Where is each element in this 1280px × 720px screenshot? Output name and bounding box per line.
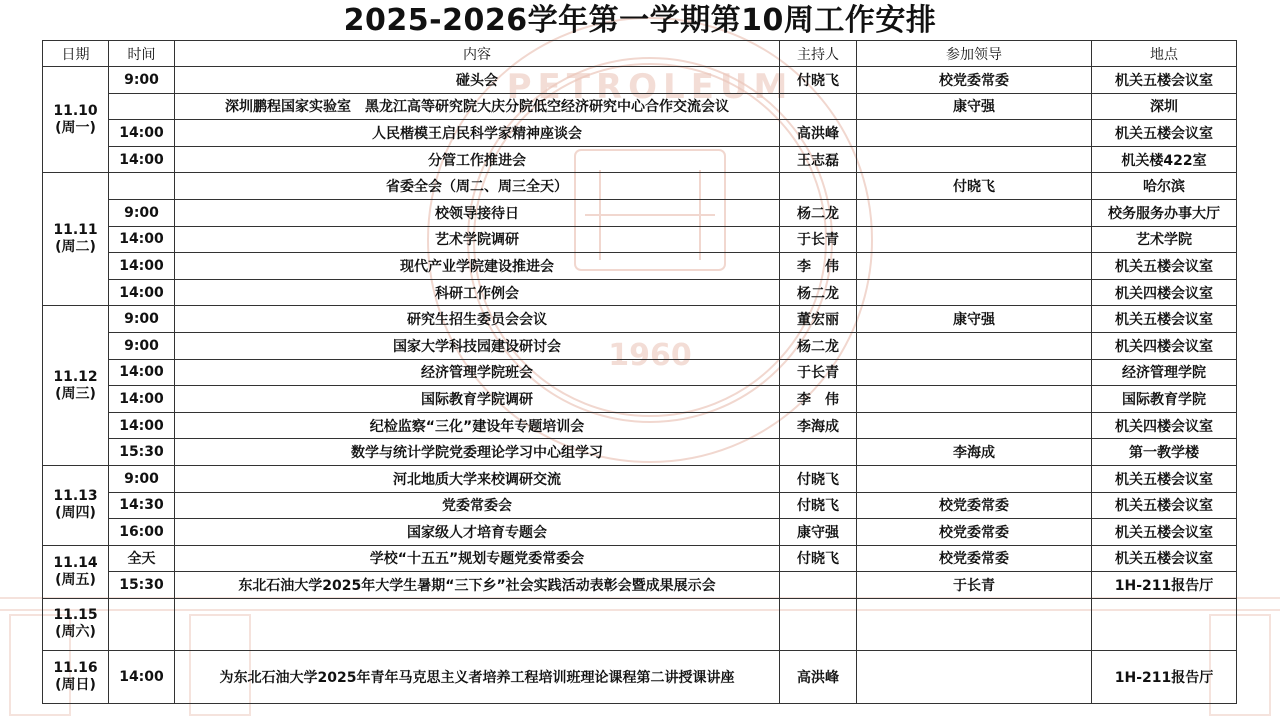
- location-cell: 第一教学楼: [1092, 439, 1237, 466]
- weekday: (周日): [55, 676, 96, 693]
- time-cell: [109, 93, 175, 120]
- host-cell: [780, 598, 857, 650]
- time-cell: 14:00: [109, 253, 175, 280]
- table-row: [43, 67, 1237, 94]
- time-cell: 15:30: [109, 439, 175, 466]
- content-cell: 国际教育学院调研: [175, 386, 780, 413]
- host-cell: 付晓飞: [780, 545, 857, 572]
- host-cell: 付晓飞: [780, 67, 857, 94]
- time-cell: 14:00: [109, 359, 175, 386]
- table-row: [43, 146, 1237, 173]
- location-cell: 经济管理学院: [1092, 359, 1237, 386]
- table-row: [43, 306, 1237, 333]
- time-cell: 9:00: [109, 465, 175, 492]
- table-row: [43, 359, 1237, 386]
- location-cell: 机关五楼会议室: [1092, 519, 1237, 546]
- weekday: (周三): [55, 385, 96, 402]
- host-cell: [780, 173, 857, 200]
- leaders-cell: [857, 359, 1092, 386]
- date: 11.10: [53, 102, 98, 119]
- host-cell: 李 伟: [780, 253, 857, 280]
- content-cell: 分管工作推进会: [175, 146, 780, 173]
- leaders-cell: 付晓飞: [857, 173, 1092, 200]
- host-cell: 付晓飞: [780, 465, 857, 492]
- time-cell: 14:30: [109, 492, 175, 519]
- host-cell: 于长青: [780, 359, 857, 386]
- content-cell: 纪检监察“三化”建设年专题培训会: [175, 412, 780, 439]
- date-cell: [43, 650, 109, 703]
- leaders-cell: 校党委常委: [857, 492, 1092, 519]
- leaders-cell: [857, 598, 1092, 650]
- time-cell: [109, 173, 175, 200]
- content-cell: 深圳鹏程国家实验室 黑龙江高等研究院大庆分院低空经济研究中心合作交流会议: [175, 93, 780, 120]
- table-row: [43, 572, 1237, 599]
- leaders-cell: [857, 650, 1092, 703]
- time-cell: 14:00: [109, 412, 175, 439]
- location-cell: 1H-211报告厅: [1092, 572, 1237, 599]
- content-cell: 为东北石油大学2025年青年马克思主义者培养工程培训班理论课程第二讲授课讲座: [175, 650, 780, 703]
- time-cell: 14:00: [109, 226, 175, 253]
- content-cell: 党委常委会: [175, 492, 780, 519]
- page-title: 2025-2026学年第一学期第10周工作安排: [343, 3, 937, 38]
- host-cell: 于长青: [780, 226, 857, 253]
- table-row: [43, 93, 1237, 120]
- location-cell: 机关五楼会议室: [1092, 545, 1237, 572]
- table-row: [43, 253, 1237, 280]
- date-cell: [43, 598, 109, 650]
- date-cell: [43, 545, 109, 598]
- location-cell: 哈尔滨: [1092, 173, 1237, 200]
- location-cell: 机关四楼会议室: [1092, 412, 1237, 439]
- table-row: [43, 465, 1237, 492]
- content-cell: 人民楷模王启民科学家精神座谈会: [175, 120, 780, 147]
- header-time: 时间: [109, 41, 175, 67]
- host-cell: 李 伟: [780, 386, 857, 413]
- time-cell: 14:00: [109, 650, 175, 703]
- table-row: [43, 199, 1237, 226]
- content-cell: 艺术学院调研: [175, 226, 780, 253]
- date-cell: [43, 306, 109, 466]
- leaders-cell: 李海成: [857, 439, 1092, 466]
- leaders-cell: [857, 386, 1092, 413]
- weekday: (周四): [55, 505, 96, 522]
- time-cell: 9:00: [109, 332, 175, 359]
- header-host: 主持人: [780, 41, 857, 67]
- leaders-cell: 于长青: [857, 572, 1092, 599]
- location-cell: 机关五楼会议室: [1092, 253, 1237, 280]
- location-cell: 深圳: [1092, 93, 1237, 120]
- time-cell: 16:00: [109, 519, 175, 546]
- host-cell: 高洪峰: [780, 120, 857, 147]
- time-cell: [109, 598, 175, 650]
- host-cell: [780, 93, 857, 120]
- location-cell: 机关五楼会议室: [1092, 465, 1237, 492]
- date: 11.16: [53, 659, 98, 676]
- location-cell: 1H-211报告厅: [1092, 650, 1237, 703]
- weekday: (周二): [55, 239, 96, 256]
- leaders-cell: [857, 226, 1092, 253]
- time-cell: 14:00: [109, 146, 175, 173]
- date: 11.15: [53, 607, 98, 624]
- date: 11.11: [53, 222, 98, 239]
- date: 11.13: [53, 488, 98, 505]
- watermark-year: 1960: [608, 338, 692, 373]
- host-cell: [780, 439, 857, 466]
- leaders-cell: [857, 279, 1092, 306]
- location-cell: 机关五楼会议室: [1092, 492, 1237, 519]
- leaders-cell: [857, 120, 1092, 147]
- table-row: [43, 650, 1237, 703]
- host-cell: 董宏丽: [780, 306, 857, 333]
- leaders-cell: [857, 465, 1092, 492]
- location-cell: 机关五楼会议室: [1092, 306, 1237, 333]
- header-date: 日期: [43, 41, 109, 67]
- location-cell: 机关四楼会议室: [1092, 332, 1237, 359]
- table-row: [43, 412, 1237, 439]
- table-row: [43, 173, 1237, 200]
- content-cell: 碰头会: [175, 67, 780, 94]
- header-leaders: 参加领导: [857, 41, 1092, 67]
- time-cell: 15:30: [109, 572, 175, 599]
- leaders-cell: 校党委常委: [857, 67, 1092, 94]
- leaders-cell: [857, 146, 1092, 173]
- location-cell: 机关楼422室: [1092, 146, 1237, 173]
- table-row: [43, 598, 1237, 650]
- content-cell: 科研工作例会: [175, 279, 780, 306]
- leaders-cell: 康守强: [857, 306, 1092, 333]
- table-row: [43, 386, 1237, 413]
- location-cell: 国际教育学院: [1092, 386, 1237, 413]
- host-cell: 李海成: [780, 412, 857, 439]
- time-cell: 9:00: [109, 67, 175, 94]
- weekday: (周五): [55, 571, 96, 588]
- content-cell: [175, 598, 780, 650]
- content-cell: 学校“十五五”规划专题党委常委会: [175, 545, 780, 572]
- leaders-cell: 校党委常委: [857, 545, 1092, 572]
- leaders-cell: [857, 199, 1092, 226]
- location-cell: [1092, 598, 1237, 650]
- weekday: (周一): [55, 119, 96, 136]
- content-cell: 国家大学科技园建设研讨会: [175, 332, 780, 359]
- header-content: 内容: [175, 41, 780, 67]
- table-row: [43, 226, 1237, 253]
- time-cell: 14:00: [109, 120, 175, 147]
- host-cell: 王志磊: [780, 146, 857, 173]
- watermark-text: PETROLEUM: [506, 67, 794, 107]
- leaders-cell: [857, 332, 1092, 359]
- time-cell: 9:00: [109, 306, 175, 333]
- time-cell: 14:00: [109, 279, 175, 306]
- date: 11.12: [53, 368, 98, 385]
- time-cell: 全天: [109, 545, 175, 572]
- location-cell: 机关五楼会议室: [1092, 120, 1237, 147]
- location-cell: 机关五楼会议室: [1092, 67, 1237, 94]
- time-cell: 9:00: [109, 199, 175, 226]
- content-cell: 现代产业学院建设推进会: [175, 253, 780, 280]
- content-cell: 省委全会（周二、周三全天）: [175, 173, 780, 200]
- host-cell: 杨二龙: [780, 199, 857, 226]
- content-cell: 研究生招生委员会会议: [175, 306, 780, 333]
- content-cell: 国家级人才培育专题会: [175, 519, 780, 546]
- host-cell: 杨二龙: [780, 332, 857, 359]
- location-cell: 校务服务办事大厅: [1092, 199, 1237, 226]
- content-cell: 河北地质大学来校调研交流: [175, 465, 780, 492]
- host-cell: [780, 572, 857, 599]
- time-cell: 14:00: [109, 386, 175, 413]
- table-row: [43, 492, 1237, 519]
- table-row: [43, 439, 1237, 466]
- host-cell: 杨二龙: [780, 279, 857, 306]
- leaders-cell: 康守强: [857, 93, 1092, 120]
- leaders-cell: 校党委常委: [857, 519, 1092, 546]
- table-header-row: [43, 41, 1237, 67]
- content-cell: 经济管理学院班会: [175, 359, 780, 386]
- date-cell: [43, 465, 109, 545]
- location-cell: 机关四楼会议室: [1092, 279, 1237, 306]
- content-cell: 校领导接待日: [175, 199, 780, 226]
- location-cell: 艺术学院: [1092, 226, 1237, 253]
- header-location: 地点: [1092, 41, 1237, 67]
- leaders-cell: [857, 253, 1092, 280]
- host-cell: 高洪峰: [780, 650, 857, 703]
- table-row: [43, 332, 1237, 359]
- host-cell: 付晓飞: [780, 492, 857, 519]
- table-row: [43, 120, 1237, 147]
- weekday: (周六): [55, 624, 96, 641]
- date-cell: [43, 67, 109, 173]
- date: 11.14: [53, 554, 98, 571]
- leaders-cell: [857, 412, 1092, 439]
- content-cell: 东北石油大学2025年大学生暑期“三下乡”社会实践活动表彰会暨成果展示会: [175, 572, 780, 599]
- content-cell: 数学与统计学院党委理论学习中心组学习: [175, 439, 780, 466]
- date-cell: [43, 173, 109, 306]
- table-row: [43, 545, 1237, 572]
- table-row: [43, 519, 1237, 546]
- host-cell: 康守强: [780, 519, 857, 546]
- table-row: [43, 279, 1237, 306]
- schedule-table: [42, 40, 1237, 704]
